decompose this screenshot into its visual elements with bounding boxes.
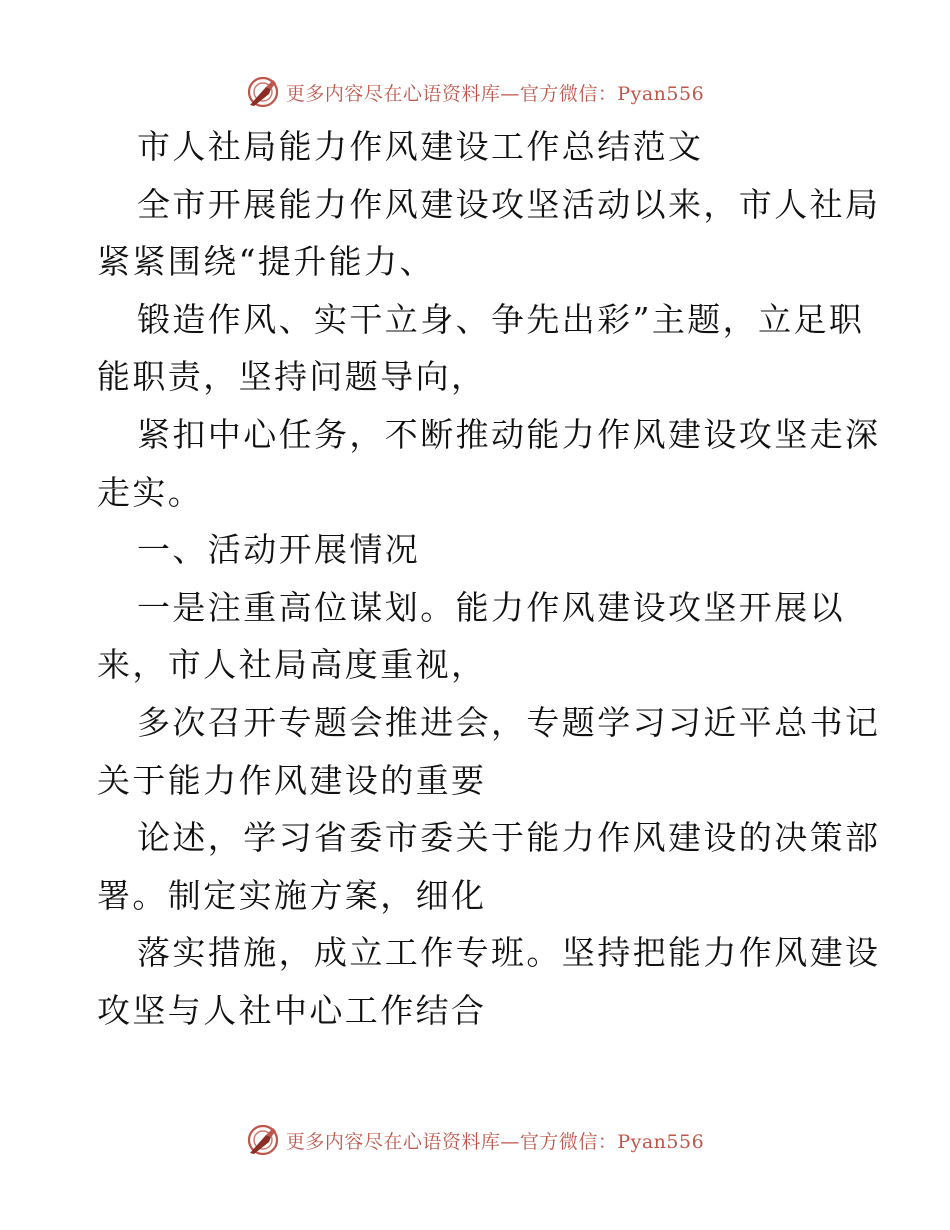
header-banner-text: 更多内容尽在心语资料库—官方微信：Pyan556 <box>285 82 705 105</box>
doc-line: 一是注重高位谋划。能力作风建设攻坚开展以 <box>137 587 845 627</box>
doc-line: 紧扣中心任务，不断推动能力作风建设攻坚走深 <box>137 414 881 454</box>
doc-line: 落实措施，成立工作专班。坚持把能力作风建设 <box>137 933 881 973</box>
doc-line: 锻造作风、实干立身、争先出彩”主题，立足职 <box>137 299 865 339</box>
doc-line: 多次召开专题会推进会，专题学习习近平总书记 <box>137 702 881 742</box>
doc-line: 攻坚与人社中心工作结合 <box>97 990 487 1030</box>
doc-line: 来，市人社局高度重视， <box>97 645 487 685</box>
doc-line: 紧紧围绕“提升能力、 <box>97 242 435 282</box>
document-body <box>97 118 881 1040</box>
doc-line: 论述，学习省委市委关于能力作风建设的决策部 <box>137 818 881 858</box>
doc-line: 市人社局能力作风建设工作总结范文 <box>137 127 704 166</box>
doc-line: 一、活动开展情况 <box>137 530 421 570</box>
doc-line: 全市开展能力作风建设攻坚活动以来，市人社局 <box>137 184 881 224</box>
doc-line: 署。制定实施方案，细化 <box>97 875 487 915</box>
doc-line: 能职责，坚持问题导向， <box>97 357 487 397</box>
footer-banner <box>0 1120 950 1160</box>
footer-banner-text: 更多内容尽在心语资料库—官方微信：Pyan556 <box>285 1130 705 1153</box>
pen-logo-icon <box>246 1123 280 1157</box>
doc-line: 关于能力作风建设的重要 <box>97 760 487 800</box>
header-banner <box>0 72 950 112</box>
doc-line: 走实。 <box>97 472 204 512</box>
pen-logo-icon <box>246 75 280 109</box>
